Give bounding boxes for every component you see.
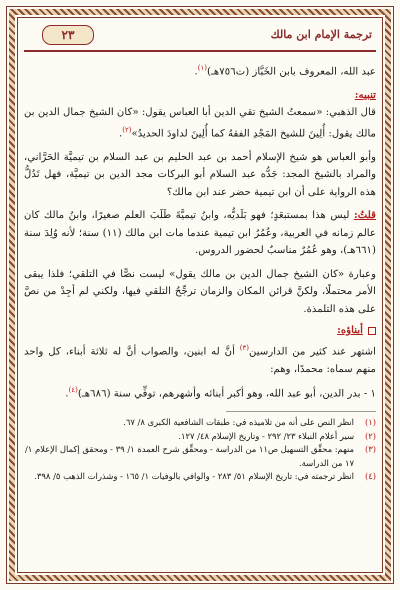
page-content	[24, 22, 376, 570]
paragraph-abnauhu: اشتهر عند كثير من الدارسين$^{(٣)}$ أنَّ له ابنين، والصواب أنَّ له ثلاثة أبناء، كل واحد منهم سماه: محمدًا، وهم:	[24, 343, 376, 375]
main-text	[24, 60, 376, 403]
paragraph-ibarah: وعبارة «كان الشيخ جمال الدين بن مالك يقول» ليست نصًّا في التلقي؛ فلذا يبقى الأمر محتملًا، ولكنَّ قرائن المكان والزمان ترجِّحُ التلقي فيها، ولكني لم أجِدْ من نصَّ على هذه التلمذة.	[24, 268, 376, 315]
section-abnauhu	[24, 322, 376, 340]
footnote-text: سير أعلام النبلاء ٢٣/ ٢٩٢ - وتاريخ الإسلام ٤٨/ ١٢٧.	[178, 430, 354, 441]
abnauhu-label: أبناؤه:	[337, 324, 363, 337]
qultu-label: قلتُ:	[353, 209, 376, 222]
footnote-ref-4[interactable]: (٤)	[68, 386, 78, 395]
footnote-item	[24, 430, 376, 444]
footnote-item	[24, 470, 376, 484]
footnote-number: (٤)	[364, 471, 376, 482]
footnote-item	[24, 416, 376, 430]
paragraph-abu-abbas: وأبو العباس هو شيخ الإسلام أحمد بن عبد الحليم بن عبد السلام بن تيميَّة الحَرَّاني، والمراد بالشيخ المجد: جَدُّه عبد السلام أبو البركات مجد الدين بن تيميَّة، فهل تَدُلُّ هذه الرواية على أن ابن تيمية حضر عند ابن مالك؟	[24, 151, 376, 198]
footnote-text: انظر النص على أنه من تلاميذه في: طبقات الشافعية الكبرى ٨/ ٦٧.	[123, 417, 354, 428]
footnote-text: انظر ترجمته في: تاريخ الإسلام ٥١/ ٢٨٣ - والوافي بالوفيات ١/ ١٦٥ - وشذرات الذهب ٥/ ٣٩٨.	[34, 471, 354, 482]
footnote-separator	[226, 411, 376, 412]
section-square-icon	[368, 327, 376, 335]
paragraph-qultu: قلتُ: ليس هذا بمستبعَدٍ؛ فهو بَلَديُّه، وابنُ تيميَّةَ طَلَبَ العلم صغيرًا، وابنُ مالك كان عالم زمانه في العربية، وعُمُرُ ابن تيمية عندما مات ابن مالك (١١) سنة؛ لأنه وُلِدَ سنة (٦٦١هـ)، وهو عُمُرٌ مناسبٌ لحضور الدروس.	[24, 209, 376, 257]
running-title: ترجمة الإمام ابن مالك	[270, 28, 372, 41]
footnote-number: (٣)	[364, 444, 376, 455]
tanbih-heading: تنبيه:	[354, 88, 376, 101]
page-number: ٢٣	[42, 25, 94, 45]
footnote-ref-1[interactable]: (١)	[197, 64, 207, 72]
list-item-son-1: ١ - بدر الدين، أبو عبد الله، وهو أكبر أبنائه وأشهرهم، توفِّي سنة (٦٨٦هـ)$^{(٤)}$.	[65, 386, 376, 400]
footnotes	[24, 416, 376, 484]
footnote-ref-3[interactable]: (٣)	[239, 343, 250, 352]
paragraph-tanbih: قال الذهبي: «سمعتُ الشيخ تقي الدين أبا العباس يقول: «كان الشيخ جمال الدين بن مالك يقول: أُلِينَ للشيخ المَجْدِ الفقهُ كما أُلِينَ لداودَ الحديدُ»$^{(٢)}$.	[24, 107, 376, 140]
footnote-item	[24, 443, 376, 470]
footnote-ref-2[interactable]: (٢)	[122, 125, 132, 134]
page-header	[24, 22, 376, 52]
footnote-number: (١)	[364, 417, 376, 428]
footnote-number: (٢)	[364, 430, 376, 441]
paragraph-intro: عبد الله، المعروف بابن الخَبَّاز (ت٧٥٦هـ)$^{(١)}$.	[194, 64, 376, 78]
footnote-text: منهم: محقِّق التسهيل ص١١ من الدراسة - ومحقِّق شرح العمدة ١/ ٣٩ - ومحقق إكمال الإعلام ١/ ١٧ من الدراسة.	[24, 444, 354, 468]
